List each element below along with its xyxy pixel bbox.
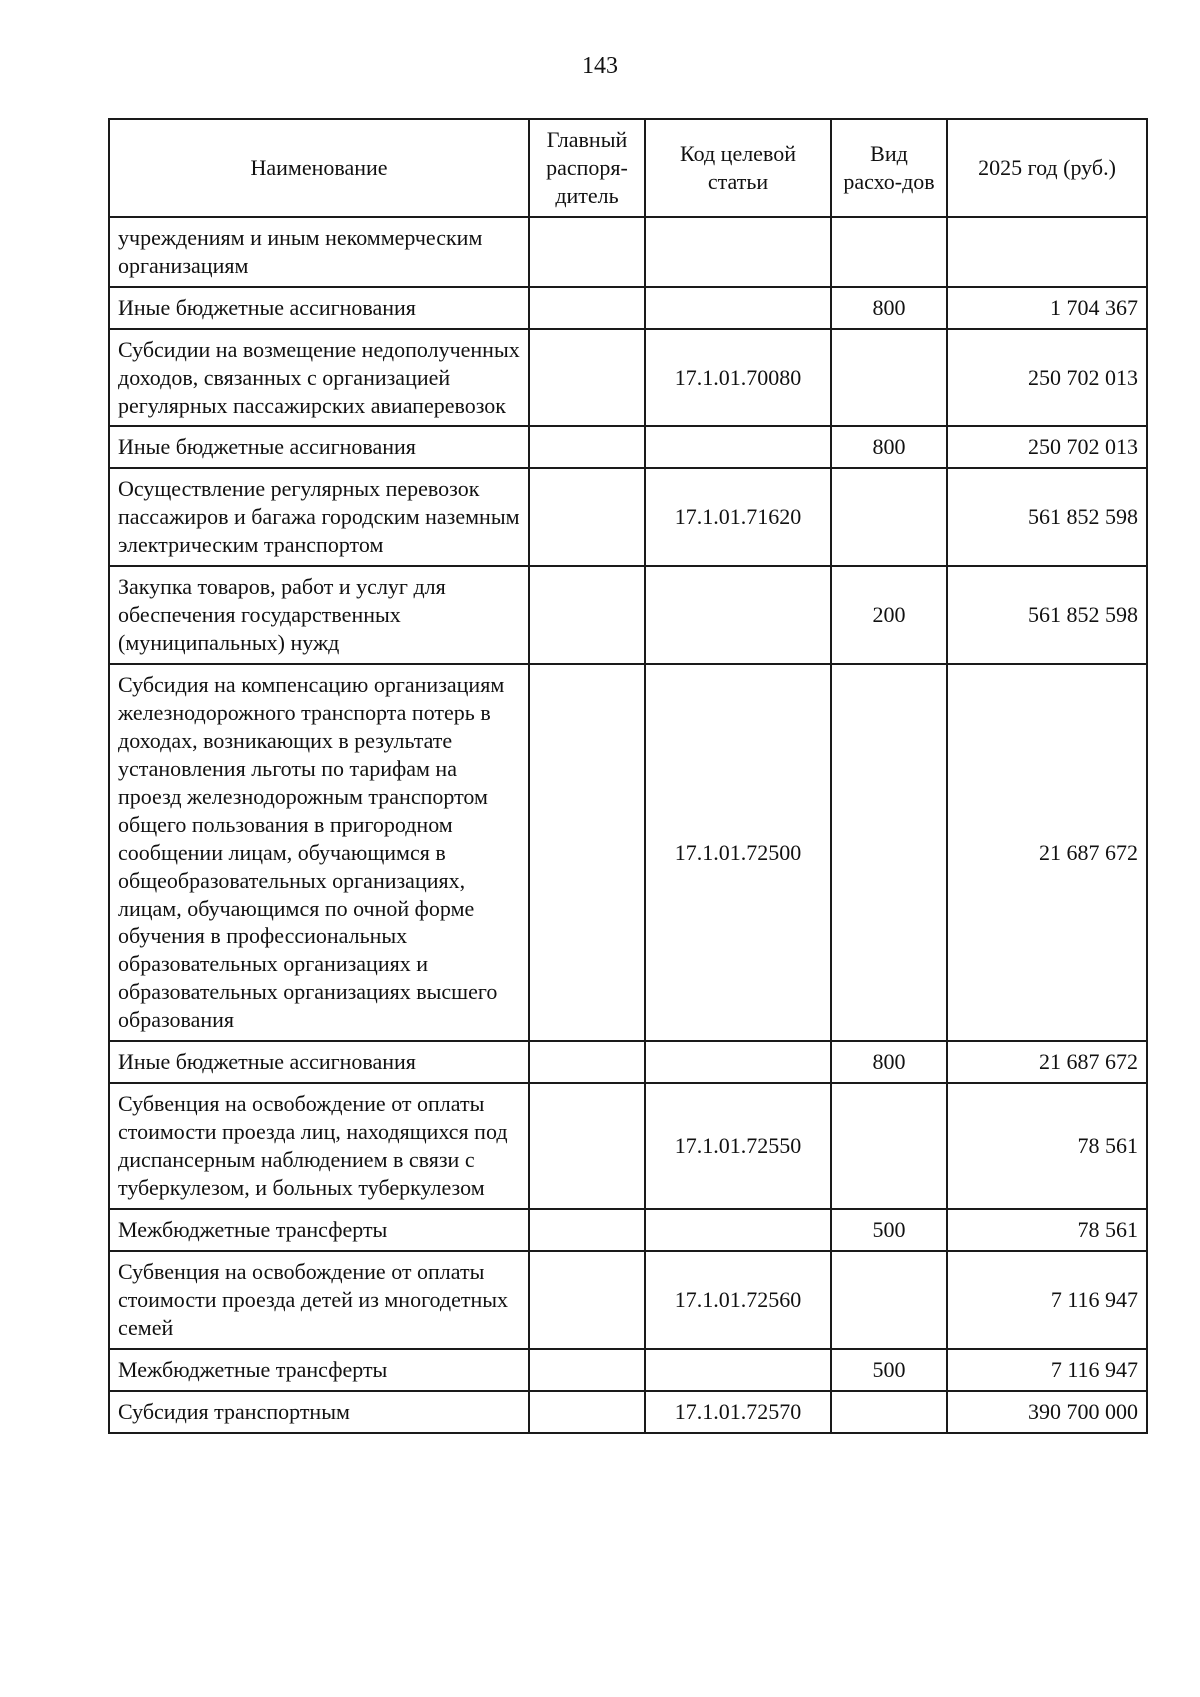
cell-vid: [831, 664, 947, 1041]
cell-vid: 800: [831, 426, 947, 468]
table-row: [109, 1391, 1147, 1433]
cell-grbs: [529, 1251, 645, 1349]
cell-code: 17.1.01.72500: [645, 664, 831, 1041]
table-row: [109, 1083, 1147, 1209]
cell-code: [645, 1041, 831, 1083]
cell-vid: [831, 217, 947, 287]
table-row: [109, 329, 1147, 427]
cell-name: Закупка товаров, работ и услуг для обеспечения государственных (муниципальных) нужд: [109, 566, 529, 664]
cell-vid: 200: [831, 566, 947, 664]
cell-code: 17.1.01.72550: [645, 1083, 831, 1209]
cell-grbs: [529, 1209, 645, 1251]
cell-vid: [831, 1083, 947, 1209]
cell-grbs: [529, 329, 645, 427]
cell-name: Иные бюджетные ассигнования: [109, 287, 529, 329]
cell-grbs: [529, 1041, 645, 1083]
table-row: [109, 217, 1147, 287]
cell-vid: 800: [831, 1041, 947, 1083]
cell-grbs: [529, 664, 645, 1041]
cell-sum: 7 116 947: [947, 1251, 1147, 1349]
table-header: [109, 119, 1147, 217]
cell-grbs: [529, 1083, 645, 1209]
cell-code: [645, 426, 831, 468]
cell-grbs: [529, 287, 645, 329]
cell-grbs: [529, 426, 645, 468]
cell-name: Иные бюджетные ассигнования: [109, 1041, 529, 1083]
header-code: Код целевой статьи: [645, 119, 831, 217]
table-row: [109, 287, 1147, 329]
cell-code: [645, 287, 831, 329]
cell-sum: 7 116 947: [947, 1349, 1147, 1391]
header-row: [109, 119, 1147, 217]
table-row: [109, 1209, 1147, 1251]
cell-vid: [831, 1391, 947, 1433]
cell-code: [645, 1349, 831, 1391]
cell-name: Осуществление регулярных перевозок пассажиров и багажа городским наземным электрическим транспортом: [109, 468, 529, 566]
header-vid: Вид расхо-дов: [831, 119, 947, 217]
cell-sum: 250 702 013: [947, 329, 1147, 427]
cell-vid: 800: [831, 287, 947, 329]
cell-vid: 500: [831, 1209, 947, 1251]
table-row: [109, 426, 1147, 468]
cell-grbs: [529, 1391, 645, 1433]
cell-code: 17.1.01.70080: [645, 329, 831, 427]
cell-name: Субсидия транспортным: [109, 1391, 529, 1433]
cell-name: Межбюджетные трансферты: [109, 1209, 529, 1251]
cell-name: Межбюджетные трансферты: [109, 1349, 529, 1391]
cell-sum: 561 852 598: [947, 468, 1147, 566]
table-row: [109, 468, 1147, 566]
table-row: [109, 566, 1147, 664]
cell-name: учреждениям и иным некоммерческим организациям: [109, 217, 529, 287]
table-row: [109, 1251, 1147, 1349]
cell-name: Субвенция на освобождение от оплаты стоимости проезда детей из многодетных семей: [109, 1251, 529, 1349]
cell-name: Субсидии на возмещение недополученных доходов, связанных с организацией регулярных пассажирских авиаперевозок: [109, 329, 529, 427]
header-sum: 2025 год (руб.): [947, 119, 1147, 217]
cell-code: [645, 217, 831, 287]
table-row: [109, 1349, 1147, 1391]
cell-grbs: [529, 566, 645, 664]
cell-sum: 250 702 013: [947, 426, 1147, 468]
cell-grbs: [529, 217, 645, 287]
table-row: [109, 1041, 1147, 1083]
cell-sum: [947, 217, 1147, 287]
table-row: [109, 664, 1147, 1041]
cell-name: Иные бюджетные ассигнования: [109, 426, 529, 468]
cell-code: [645, 566, 831, 664]
cell-sum: 78 561: [947, 1209, 1147, 1251]
cell-sum: 561 852 598: [947, 566, 1147, 664]
cell-sum: 78 561: [947, 1083, 1147, 1209]
cell-name: Субвенция на освобождение от оплаты стоимости проезда лиц, находящихся под диспансерным наблюдением в связи с туберкулезом, и больных туберкулезом: [109, 1083, 529, 1209]
cell-grbs: [529, 468, 645, 566]
header-name: Наименование: [109, 119, 529, 217]
page-number: 143: [582, 53, 618, 79]
budget-table: [108, 118, 1148, 1434]
cell-grbs: [529, 1349, 645, 1391]
cell-vid: [831, 1251, 947, 1349]
cell-code: 17.1.01.72570: [645, 1391, 831, 1433]
cell-vid: [831, 468, 947, 566]
cell-code: [645, 1209, 831, 1251]
cell-sum: 390 700 000: [947, 1391, 1147, 1433]
header-grbs: Главный распоря-дитель: [529, 119, 645, 217]
table-body: [109, 217, 1147, 1433]
cell-sum: 1 704 367: [947, 287, 1147, 329]
cell-code: 17.1.01.71620: [645, 468, 831, 566]
cell-vid: 500: [831, 1349, 947, 1391]
cell-sum: 21 687 672: [947, 664, 1147, 1041]
cell-name: Субсидия на компенсацию организациям железнодорожного транспорта потерь в доходах, возникающих в результате установления льготы по тарифам на проезд железнодорожным транспортом общего пользования в пригородном сообщении лицам, обучающимся в общеобразовательных организациях, лицам, обучающимся по очной форме обучения в профессиональных образовательных организациях и образовательных организациях высшего образования: [109, 664, 529, 1041]
cell-vid: [831, 329, 947, 427]
cell-sum: 21 687 672: [947, 1041, 1147, 1083]
cell-code: 17.1.01.72560: [645, 1251, 831, 1349]
